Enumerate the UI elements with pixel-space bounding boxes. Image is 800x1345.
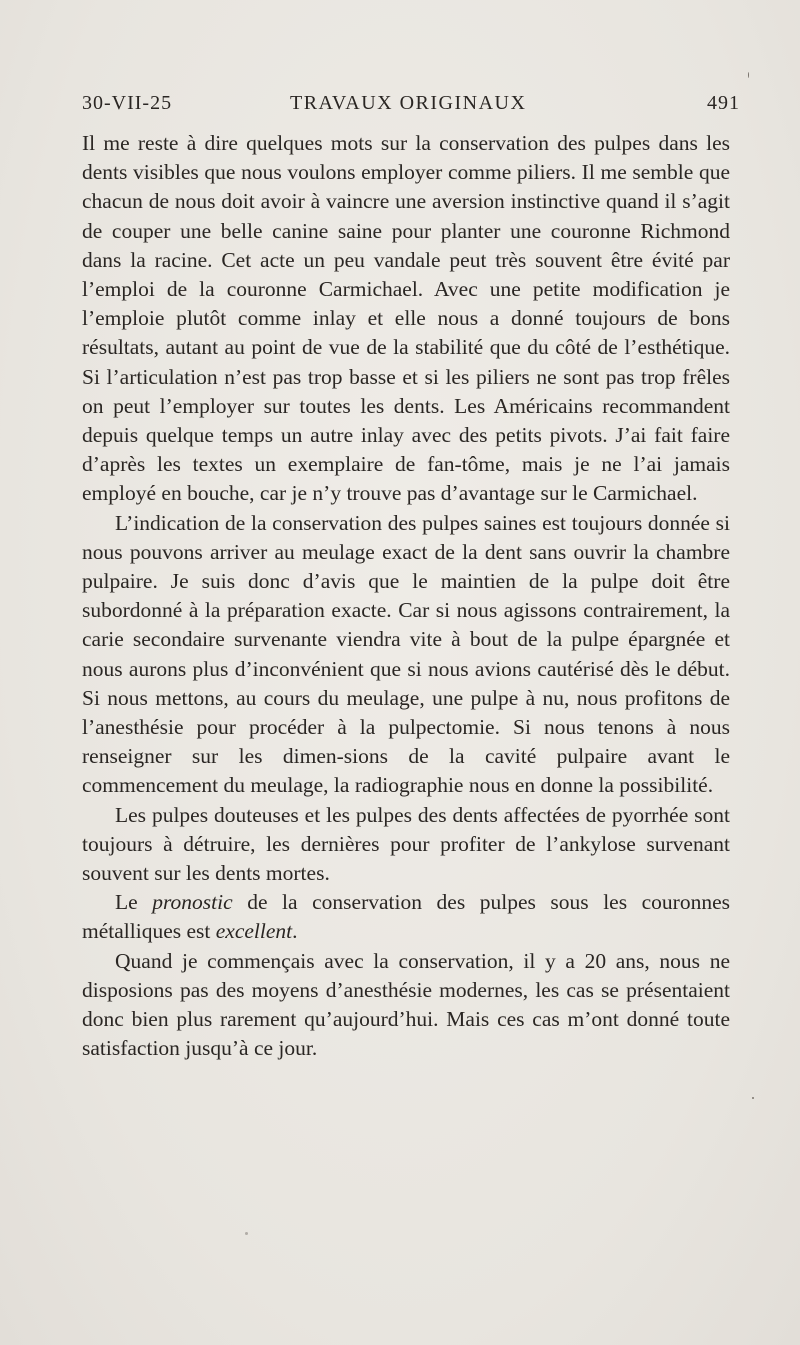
prognosis-term: pronostic xyxy=(152,890,233,915)
paper-speck xyxy=(748,72,749,78)
paragraph-prognosis xyxy=(82,888,730,946)
paper-speck xyxy=(245,1232,248,1235)
paper-speck xyxy=(752,1097,754,1099)
paragraph-closing: Quand je commençais avec la conservation, il y a 20 ans, nous ne disposions pas des moyens d’anesthésie modernes, les cas se présentaient donc bien plus rarement qu’aujourd’hui. Mais ces cas m’ont donné toute satisfaction jusqu’à ce jour. xyxy=(82,948,730,1061)
page-number: 491 xyxy=(707,92,740,114)
paragraph-indication: L’indication de la conservation des pulpes saines est toujours donnée si nous pouvons arriver au meulage exact de la dent sans ouvrir la chambre pulpaire. Je suis donc d’avis que le maintien de la pulpe doit être subordonné à la préparation exacte. Car si nous agissons contrairement, la carie secondaire survenante viendra vite à bout de la pulpe épargnée et nous aurons plus d’inconvénient que si nous avions cautérisé dès le début. Si nous mettons, au cours du meulage, une pulpe à nu, nous profitons de l’anesthésie pour procéder à la pulpectomie. Si nous tenons à nous renseigner sur les dimen-sions de la cavité pulpaire avant le commencement du meulage, la radiographie nous en donne la possibilité. xyxy=(82,510,730,798)
running-header xyxy=(82,92,740,122)
prognosis-verdict: excellent xyxy=(215,919,293,944)
header-date: 30-VII-25 xyxy=(82,92,173,114)
header-section-title: TRAVAUX ORIGINAUX xyxy=(290,92,527,114)
paragraph-pillars: Il me reste à dire quelques mots sur la conservation des pulpes dans les dents visibles que nous voulons employer comme piliers. Il me semble que chacun de nous doit avoir à vaincre une aversion instinctive quand il s’agit de couper une belle canine saine pour planter une couronne Richmond dans la racine. Cet acte un peu vandale peut très souvent être évité par l’emploi de la couronne Carmichael. Avec une petite modification je l’emploie plutôt comme inlay et elle nous a donné toujours de bons résultats, autant au point de vue de la stabilité que du côté de l’esthétique. Si l’articulation n’est pas trop basse et si les piliers ne sont pas trop frêles on peut l’employer sur toutes les dents. Les Américains recommandent depuis quelque temps un autre inlay avec des petits pivots. J’ai fait faire d’après les textes un exemplaire de fan-tôme, mais je ne l’ai jamais employé en bouche, car je n’y trouve pas d’avantage sur le Carmichael. xyxy=(82,131,730,506)
paragraph-doubtful-pulps: Les pulpes douteuses et les pulpes des dents affectées de pyorrhée sont toujours à détruire, les dernières pour profiter de l’ankylose survenant souvent sur les dents mortes. xyxy=(82,802,730,886)
article-body xyxy=(82,129,730,1064)
prognosis-middle: de la conservation des pulpes sous les couronnes métalliques est xyxy=(82,890,730,944)
prognosis-end: . xyxy=(292,919,298,944)
prognosis-lead: Le xyxy=(115,890,153,915)
